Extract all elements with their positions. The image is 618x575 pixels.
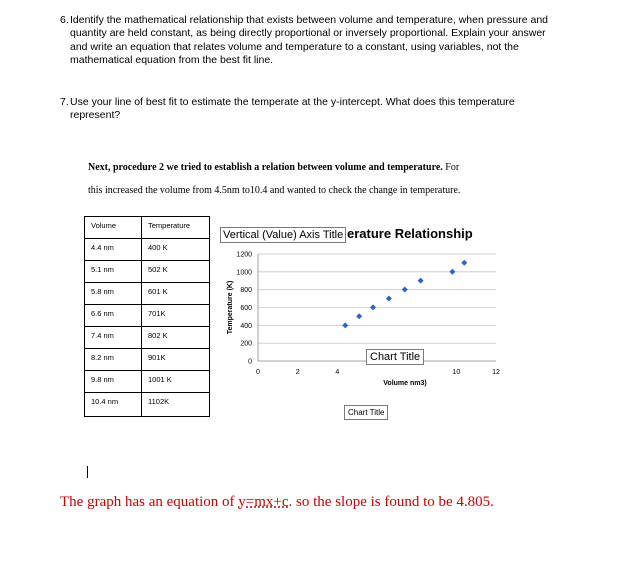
procedure-suffix: For: [442, 162, 460, 173]
table-cell: 5.8 nm: [85, 283, 142, 305]
data-table: [84, 216, 210, 417]
table-row: [85, 305, 210, 327]
question-6-text: Identify the mathematical relationship that exists between volume and temperature, when pressure and quantity are held constant, as being directly proportional or inversely proportional. Explain your answer and write an equation that relates volume and temperature to a constant, using variables, not the mathematical equation from the best fit line.: [70, 14, 549, 67]
data-point: [418, 278, 424, 284]
x-tick-label: 10: [452, 369, 461, 376]
chart-title-overlay-1[interactable]: Chart Title: [366, 349, 424, 365]
y-tick-label: 200: [240, 340, 252, 348]
data-point: [386, 295, 392, 301]
scatter-chart: [210, 216, 500, 396]
x-axis-label: Volume nm3): [383, 380, 427, 387]
answer-text: [60, 493, 540, 511]
text-cursor: [87, 466, 88, 478]
x-tick-label: 0: [256, 369, 260, 376]
chart-title-overlay-2[interactable]: Chart Title: [344, 405, 388, 420]
table-row: [85, 371, 210, 393]
table-cell: 6.6 nm: [85, 305, 142, 327]
x-tick-label: 2: [295, 369, 300, 376]
table-row: [85, 261, 210, 283]
table-row: [85, 327, 210, 349]
procedure-paragraph-line2: this increased the volume from 4.5nm to10.4 and wanted to check the change in temperature.: [88, 185, 461, 196]
table-cell: 400 K: [142, 239, 210, 261]
y-tick-label: 1200: [236, 251, 252, 259]
table-cell: 10.4 nm: [85, 393, 142, 417]
y-tick-label: 400: [240, 322, 252, 330]
table-cell: 5.1 nm: [85, 261, 142, 283]
table-cell: 8.2 nm: [85, 349, 142, 371]
table-header-row: [85, 217, 210, 239]
table-row: [85, 283, 210, 305]
x-tick-label: 4: [335, 369, 340, 376]
y-tick-label: 600: [240, 305, 252, 312]
y-tick-label: 800: [240, 287, 252, 295]
table-row: [85, 239, 210, 261]
table-cell: 9.8 nm: [85, 371, 142, 393]
y-tick-label: 0: [248, 358, 252, 366]
answer-equation: y=mx+c: [238, 494, 289, 510]
table-row: [85, 349, 210, 371]
table-cell: 7.4 nm: [85, 327, 142, 349]
chart-title-behind: erature Relationship: [347, 226, 473, 241]
table-cell: 901K: [142, 349, 210, 371]
y-tick-label: 1000: [236, 269, 252, 277]
table-cell: 1001 K: [142, 371, 210, 393]
table-header-cell: Volume: [85, 217, 142, 239]
procedure-bold-text: Next, procedure 2 we tried to establish a relation between volume and temperature.: [88, 162, 443, 173]
table-cell: 802 K: [142, 327, 210, 349]
table-row: [85, 393, 210, 417]
answer-suffix: . so the slope is found to be 4.805.: [288, 494, 494, 510]
procedure-paragraph-line1: [88, 162, 459, 173]
question-6-number: 6.: [60, 14, 69, 26]
data-point: [402, 286, 408, 292]
data-point: [449, 269, 455, 275]
data-point: [356, 313, 362, 319]
table-cell: 4.4 nm: [85, 239, 142, 261]
question-7: [60, 96, 550, 123]
y-axis-label: Temperature (K): [227, 280, 234, 335]
question-7-text: Use your line of best fit to estimate the temperate at the y-intercept. What does this temperature represent?: [70, 96, 515, 122]
answer-prefix: The graph has an equation of: [60, 494, 239, 510]
vertical-axis-title-box[interactable]: Vertical (Value) Axis Title: [220, 227, 346, 243]
table-cell: 701K: [142, 305, 210, 327]
question-6: [60, 14, 550, 68]
table-cell: 1102K: [142, 393, 210, 417]
table-header-cell: Temperature: [142, 217, 210, 239]
x-tick-label: 12: [492, 369, 500, 376]
table-cell: 601 K: [142, 283, 210, 305]
table-cell: 502 K: [142, 261, 210, 283]
question-7-number: 7.: [60, 96, 69, 108]
data-point: [461, 260, 467, 266]
data-point: [370, 304, 376, 310]
data-point: [342, 322, 348, 328]
